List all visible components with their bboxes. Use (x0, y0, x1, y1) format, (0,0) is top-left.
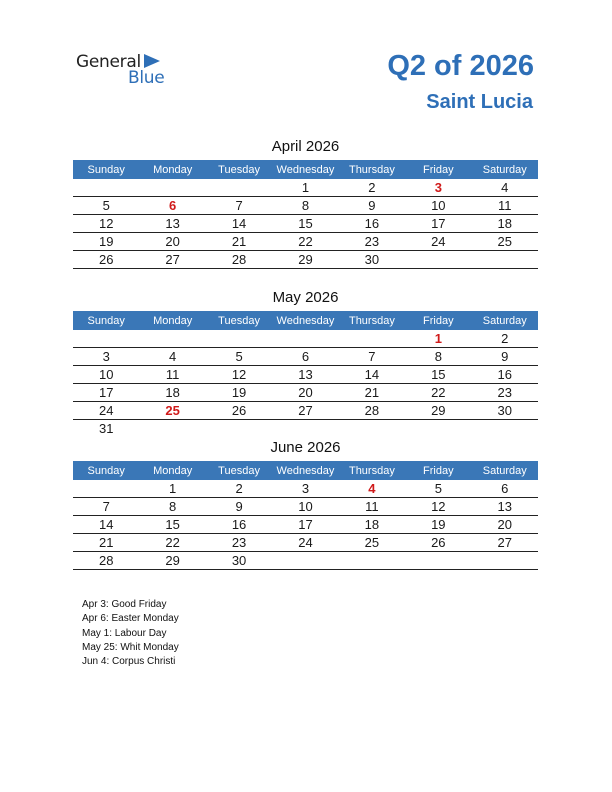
empty-cell (73, 179, 139, 197)
day-cell: 22 (405, 384, 471, 402)
day-cell: 20 (472, 516, 538, 534)
empty-cell (139, 179, 205, 197)
day-cell: 1 (139, 480, 205, 498)
week-row (73, 348, 538, 366)
day-cell: 16 (472, 366, 538, 384)
week-row (73, 384, 538, 402)
day-cell: 13 (139, 215, 205, 233)
day-cell: 3 (73, 348, 139, 366)
day-cell: 7 (339, 348, 405, 366)
day-cell: 7 (73, 498, 139, 516)
week-row (73, 552, 538, 570)
day-cell: 25 (139, 402, 205, 420)
page-title: Q2 of 2026 (387, 50, 534, 82)
weekday-header: Friday (405, 311, 471, 330)
weekday-header: Wednesday (272, 311, 338, 330)
country-name: Saint Lucia (426, 91, 533, 113)
day-cell: 28 (73, 552, 139, 570)
day-cell: 9 (339, 197, 405, 215)
empty-cell (206, 420, 272, 438)
week-row (73, 251, 538, 269)
day-cell: 12 (73, 215, 139, 233)
holiday-note: Apr 6: Easter Monday (82, 613, 179, 625)
weekday-header: Tuesday (206, 311, 272, 330)
weekday-header: Sunday (73, 461, 139, 480)
day-cell: 21 (206, 233, 272, 251)
calendar-grid (73, 461, 538, 570)
empty-cell (139, 330, 205, 348)
week-row (73, 480, 538, 498)
holiday-note: May 25: Whit Monday (82, 641, 179, 653)
holiday-note: May 1: Labour Day (82, 627, 167, 639)
week-row (73, 420, 538, 438)
day-cell: 2 (206, 480, 272, 498)
week-row (73, 516, 538, 534)
empty-cell (339, 420, 405, 438)
day-cell: 23 (339, 233, 405, 251)
day-cell: 8 (405, 348, 471, 366)
day-cell: 24 (272, 534, 338, 552)
day-cell: 6 (139, 197, 205, 215)
weekday-header: Friday (405, 160, 471, 179)
day-cell: 27 (139, 251, 205, 269)
week-row (73, 179, 538, 197)
day-cell: 13 (472, 498, 538, 516)
day-cell: 10 (272, 498, 338, 516)
empty-cell (339, 330, 405, 348)
day-cell: 25 (339, 534, 405, 552)
day-cell: 4 (139, 348, 205, 366)
day-cell: 17 (73, 384, 139, 402)
day-cell: 12 (206, 366, 272, 384)
logo-text-blue: Blue (128, 68, 165, 88)
day-cell: 28 (206, 251, 272, 269)
empty-cell (472, 251, 538, 269)
day-cell: 6 (272, 348, 338, 366)
empty-cell (73, 330, 139, 348)
day-cell: 30 (339, 251, 405, 269)
day-cell: 22 (139, 534, 205, 552)
day-cell: 11 (472, 197, 538, 215)
weekday-header: Tuesday (206, 160, 272, 179)
day-cell: 26 (405, 534, 471, 552)
day-cell: 16 (339, 215, 405, 233)
day-cell: 1 (272, 179, 338, 197)
weekday-header: Saturday (472, 461, 538, 480)
empty-cell (472, 420, 538, 438)
day-cell: 10 (405, 197, 471, 215)
weekday-header: Wednesday (272, 461, 338, 480)
day-cell: 21 (73, 534, 139, 552)
day-cell: 24 (73, 402, 139, 420)
day-cell: 2 (472, 330, 538, 348)
day-cell: 15 (405, 366, 471, 384)
calendar-grid (73, 311, 538, 437)
logo-text-general: General (76, 52, 141, 72)
holiday-note: Jun 4: Corpus Christi (82, 656, 176, 668)
day-cell: 5 (73, 197, 139, 215)
day-cell: 27 (272, 402, 338, 420)
week-row (73, 330, 538, 348)
day-cell: 12 (405, 498, 471, 516)
day-cell: 19 (405, 516, 471, 534)
day-cell: 9 (206, 498, 272, 516)
month-title: June 2026 (270, 439, 341, 456)
month-june (73, 438, 538, 570)
day-cell: 11 (339, 498, 405, 516)
day-cell: 30 (472, 402, 538, 420)
day-cell: 11 (139, 366, 205, 384)
week-row (73, 233, 538, 251)
day-cell: 5 (206, 348, 272, 366)
day-cell: 7 (206, 197, 272, 215)
empty-cell (272, 420, 338, 438)
day-cell: 29 (405, 402, 471, 420)
day-cell: 18 (139, 384, 205, 402)
month-title: May 2026 (272, 289, 339, 306)
empty-cell (139, 420, 205, 438)
weekday-header: Friday (405, 461, 471, 480)
weekday-header: Thursday (339, 461, 405, 480)
day-cell: 17 (272, 516, 338, 534)
day-cell: 9 (472, 348, 538, 366)
month-may (73, 288, 538, 437)
day-cell: 20 (272, 384, 338, 402)
empty-cell (405, 552, 471, 570)
day-cell: 14 (73, 516, 139, 534)
weekday-header: Monday (139, 311, 205, 330)
empty-cell (405, 420, 471, 438)
day-cell: 26 (73, 251, 139, 269)
day-cell: 4 (339, 480, 405, 498)
day-cell: 14 (339, 366, 405, 384)
day-cell: 6 (472, 480, 538, 498)
day-cell: 14 (206, 215, 272, 233)
holiday-list (82, 598, 179, 669)
day-cell: 23 (472, 384, 538, 402)
day-cell: 30 (206, 552, 272, 570)
weekday-header: Tuesday (206, 461, 272, 480)
week-row (73, 197, 538, 215)
day-cell: 29 (272, 251, 338, 269)
day-cell: 18 (339, 516, 405, 534)
month-title: April 2026 (271, 138, 340, 155)
empty-cell (272, 330, 338, 348)
week-row (73, 534, 538, 552)
brand-logo (76, 52, 176, 92)
day-cell: 23 (206, 534, 272, 552)
day-cell: 24 (405, 233, 471, 251)
day-cell: 13 (272, 366, 338, 384)
day-cell: 28 (339, 402, 405, 420)
day-cell: 20 (139, 233, 205, 251)
day-cell: 29 (139, 552, 205, 570)
empty-cell (73, 480, 139, 498)
day-cell: 15 (139, 516, 205, 534)
day-cell: 3 (405, 179, 471, 197)
day-cell: 4 (472, 179, 538, 197)
day-cell: 22 (272, 233, 338, 251)
day-cell: 17 (405, 215, 471, 233)
empty-cell (206, 330, 272, 348)
day-cell: 1 (405, 330, 471, 348)
day-cell: 25 (472, 233, 538, 251)
day-cell: 5 (405, 480, 471, 498)
weekday-header: Wednesday (272, 160, 338, 179)
day-cell: 15 (272, 215, 338, 233)
day-cell: 10 (73, 366, 139, 384)
weekday-header: Saturday (472, 311, 538, 330)
empty-cell (472, 552, 538, 570)
day-cell: 19 (73, 233, 139, 251)
empty-cell (339, 552, 405, 570)
day-cell: 19 (206, 384, 272, 402)
weekday-header: Saturday (472, 160, 538, 179)
day-cell: 16 (206, 516, 272, 534)
weekday-header: Monday (139, 461, 205, 480)
holiday-note: Apr 3: Good Friday (82, 599, 167, 610)
weekday-header: Sunday (73, 160, 139, 179)
empty-cell (206, 179, 272, 197)
day-cell: 3 (272, 480, 338, 498)
week-row (73, 215, 538, 233)
week-row (73, 498, 538, 516)
weekday-header: Thursday (339, 160, 405, 179)
logo-flag-icon (144, 54, 160, 68)
weekday-header: Monday (139, 160, 205, 179)
day-cell: 18 (472, 215, 538, 233)
weekday-header: Thursday (339, 311, 405, 330)
calendar-grid (73, 160, 538, 269)
weekday-header: Sunday (73, 311, 139, 330)
week-row (73, 366, 538, 384)
day-cell: 27 (472, 534, 538, 552)
day-cell: 31 (98, 421, 114, 436)
month-april (73, 137, 538, 269)
day-cell: 21 (339, 384, 405, 402)
week-row (73, 402, 538, 420)
empty-cell (405, 251, 471, 269)
empty-cell (272, 552, 338, 570)
day-cell: 8 (139, 498, 205, 516)
day-cell: 8 (272, 197, 338, 215)
day-cell: 26 (206, 402, 272, 420)
day-cell: 2 (339, 179, 405, 197)
